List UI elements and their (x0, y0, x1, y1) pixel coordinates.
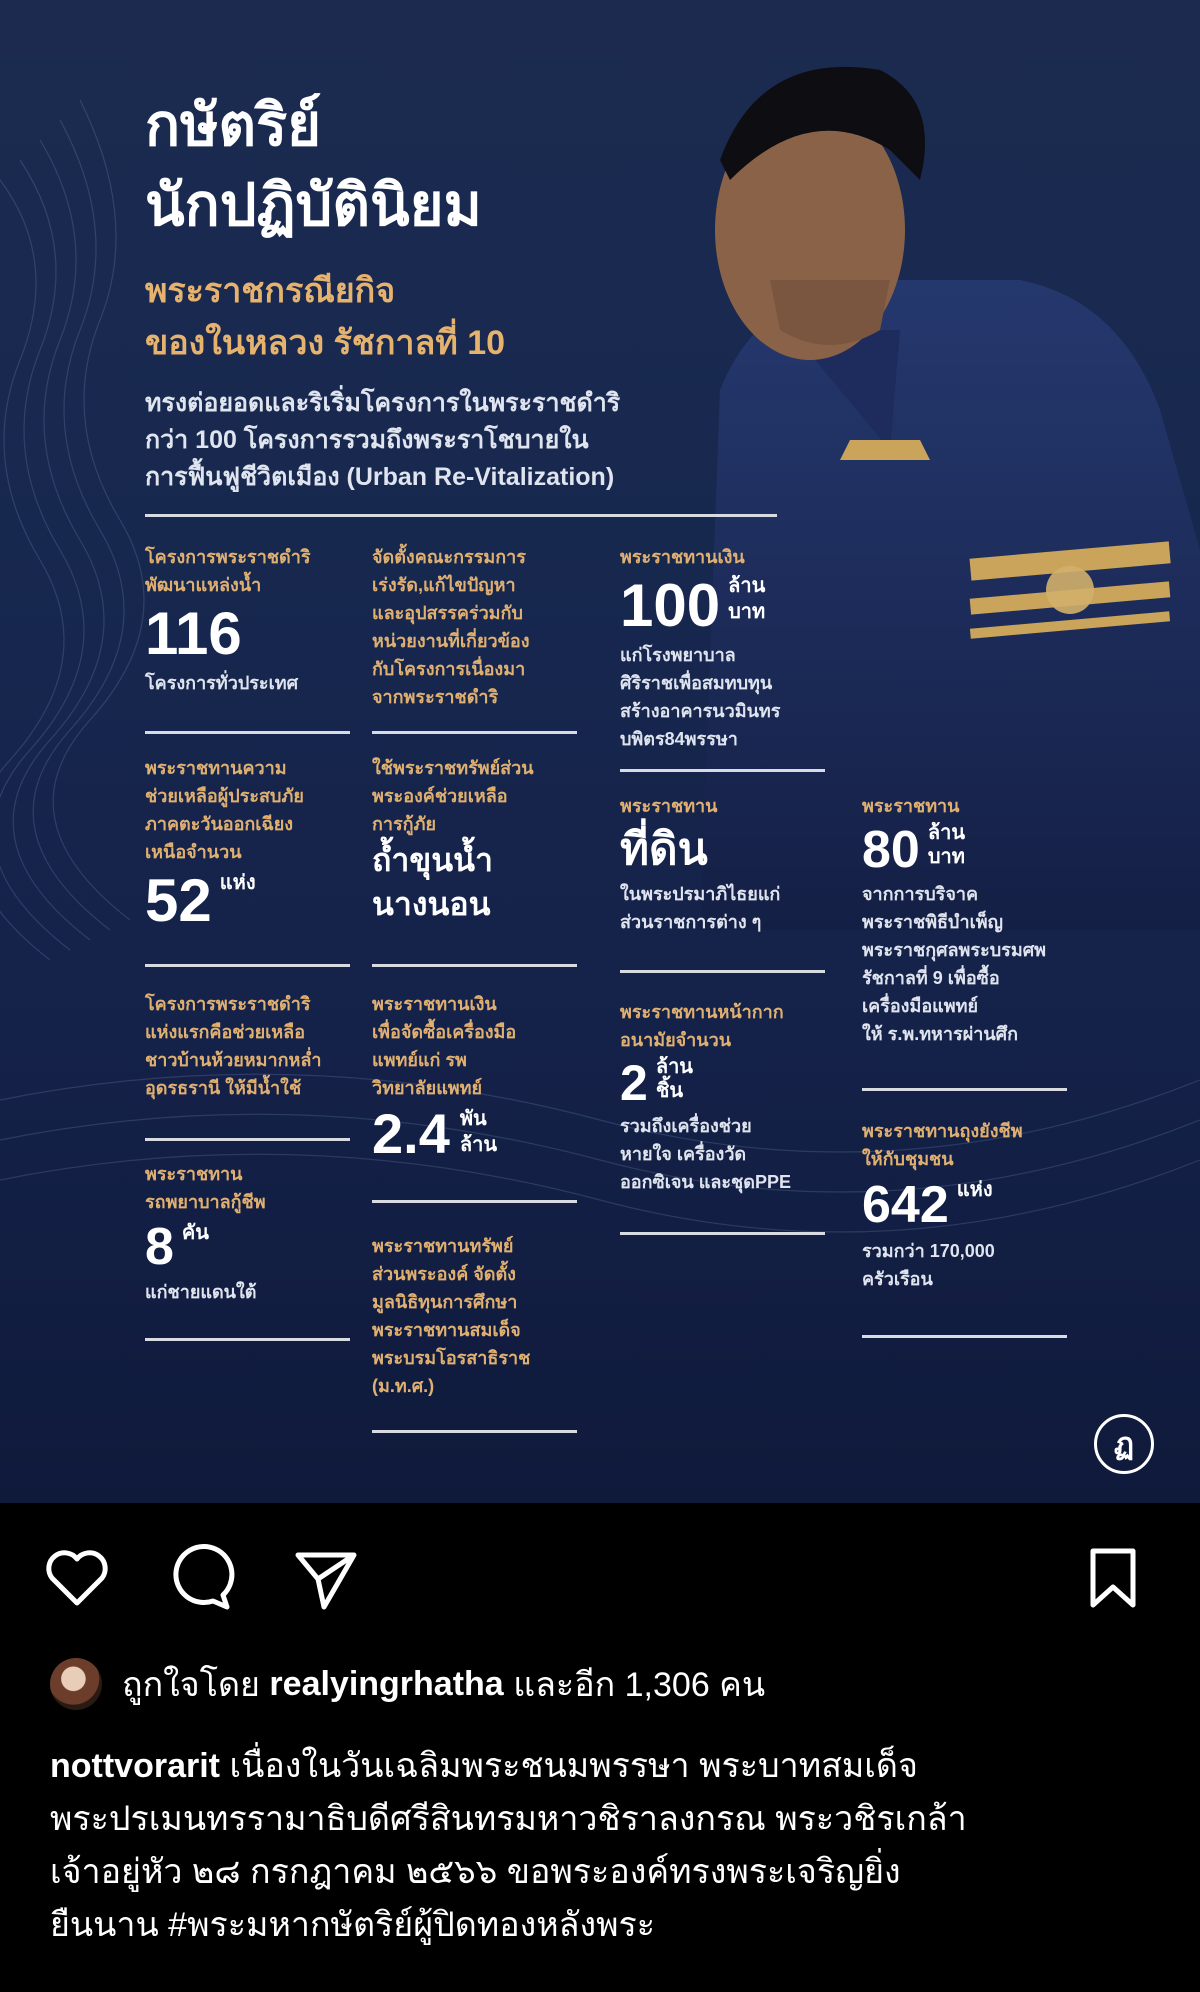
stat-label: พระราชทานเงิน (372, 994, 497, 1014)
stat-label: จากพระราชดำริ (372, 687, 499, 707)
stat-label: พระราชทานเงิน (620, 547, 745, 567)
subtitle-line-2: ของในหลวง รัชกาลที่ 10 (145, 324, 506, 362)
divider (145, 731, 350, 734)
divider (620, 970, 825, 973)
divider (145, 1338, 350, 1341)
stat-label: อุดรธรานี ให้มีน้ำใช้ (145, 1078, 302, 1098)
stat-label: มูลนิธิทุนการศึกษา (372, 1292, 518, 1312)
intro-line-3: การฟื้นฟูชีวิตเมือง (Urban Re-Vitalization) (145, 463, 615, 491)
stat-label: เหนือจำนวน (145, 842, 242, 862)
intro-text (145, 385, 785, 496)
stat-unit: ล้าน (728, 575, 766, 597)
stat-unit: คัน (181, 1222, 209, 1244)
stat-label: พระราชทานหน้ากาก (620, 1002, 784, 1022)
stat-label: พระราชทาน (862, 796, 960, 816)
caption (50, 1740, 1170, 1952)
stat-label: ส่วนพระองค์ จัดตั้ง (372, 1264, 516, 1284)
headline (145, 86, 482, 246)
intro-line-2: กว่า 100 โครงการรวมถึงพระราโชบายใน (145, 426, 589, 454)
stat-value: 116 (145, 600, 242, 667)
stat-text: ที่ดิน (620, 825, 708, 874)
stat-label: พระราชทาน (620, 796, 718, 816)
divider (620, 769, 825, 772)
stat-value: 80 (862, 821, 920, 879)
stat-scholarship-foundation (372, 1232, 587, 1400)
stat-note: แก่โรงพยาบาล (620, 645, 736, 665)
stat-note: ส่วนราชการต่าง ๆ (620, 912, 762, 932)
divider (145, 1138, 350, 1141)
divider (862, 1335, 1067, 1338)
stat-water-projects (145, 543, 355, 697)
stat-value: 8 (145, 1218, 174, 1276)
stat-label: และอุปสรรคร่วมกับ (372, 603, 523, 623)
stat-label: กับโครงการเนื่องมา (372, 659, 526, 679)
stat-note: ออกซิเจน และชุดPPE (620, 1172, 791, 1192)
likes-summary[interactable] (50, 1654, 765, 1714)
stat-unit: บาท (728, 601, 766, 623)
stat-note: โครงการทั่วประเทศ (145, 673, 299, 693)
stat-label: พระราชทานถุงยังชีพ (862, 1121, 1023, 1141)
stat-value: 52 (145, 867, 212, 934)
stat-note: ให้ ร.พ.ทหารผ่านศึก (862, 1024, 1018, 1044)
stat-label: ช่วยเหลือผู้ประสบภัย (145, 786, 304, 806)
stat-disaster-relief (145, 754, 360, 936)
stat-label: ให้กับชุมชน (862, 1149, 954, 1169)
stat-label: อนามัยจำนวน (620, 1030, 732, 1050)
intro-line-1: ทรงต่อยอดและริเริ่มโครงการในพระราชดำริ (145, 389, 621, 417)
stat-label: พระราชทานสมเด็จ (372, 1320, 521, 1340)
divider (145, 514, 777, 517)
caption-text: เจ้าอยู่หัว ๒๘ กรกฎาคม ๒๕๖๖ ขอพระองค์ทรงพระเจริญยิ่ง (50, 1853, 901, 1891)
publisher-logo-glyph: ฏ (1113, 1426, 1135, 1462)
caption-username[interactable]: nottvorarit (50, 1747, 220, 1785)
stat-masks (620, 998, 835, 1196)
stat-value: 642 (862, 1176, 949, 1234)
stat-cave-rescue (372, 754, 587, 926)
stat-siriraj-donation (620, 543, 835, 753)
stat-unit: ล้าน (927, 822, 966, 844)
likes-prefix: ถูกใจโดย (122, 1666, 260, 1704)
stat-label: พระองค์ช่วยเหลือ (372, 786, 508, 806)
stat-value: 2 (620, 1055, 648, 1111)
divider (372, 1430, 577, 1433)
stat-label: ใช้พระราชทรัพย์ส่วน (372, 758, 534, 778)
stat-unit: บาท (927, 846, 965, 868)
stat-label: พัฒนาแหล่งน้ำ (145, 575, 262, 595)
divider (372, 1200, 577, 1203)
stat-note: รวมกว่า 170,000 (862, 1241, 995, 1261)
divider (145, 964, 350, 967)
stat-note: พระราชกุศลพระบรมศพ (862, 940, 1046, 960)
stat-label: พระราชทาน (145, 1164, 243, 1184)
stat-first-project (145, 990, 365, 1102)
stat-unit: แห่ง (956, 1179, 993, 1201)
stat-label: หน่วยงานที่เกี่ยวข้อง (372, 631, 530, 651)
paper-plane-icon[interactable] (290, 1543, 360, 1613)
stat-label: โครงการพระราชดำริ (145, 994, 311, 1014)
stat-committee (372, 543, 587, 711)
stat-value: 100 (620, 572, 721, 639)
stat-label: แพทย์แก่ รพ (372, 1050, 467, 1070)
subtitle (145, 265, 505, 369)
publisher-logo (1094, 1414, 1154, 1474)
caption-text: ยืนนาน #พระมหากษัตริย์ผู้ปิดทองหลังพระ (50, 1906, 656, 1944)
stat-label: พระราชทานทรัพย์ (372, 1236, 514, 1256)
divider (372, 964, 577, 967)
stat-note: แก่ชายแดนใต้ (145, 1282, 257, 1302)
stat-unit: แห่ง (219, 872, 256, 894)
stat-label: พระบรมโอรสาธิราช (372, 1348, 531, 1368)
stat-text: นางนอน (372, 886, 491, 922)
stat-label: แห่งแรกคือช่วยเหลือ (145, 1022, 306, 1042)
caption-text: เนื่องในวันเฉลิมพระชนมพรรษา พระบาทสมเด็จ (229, 1747, 918, 1785)
stat-label: (ม.ท.ศ.) (372, 1376, 435, 1396)
stat-label: โครงการพระราชดำริ (145, 547, 311, 567)
divider (862, 1088, 1067, 1091)
stat-text: ถ้ำขุนน้ำ (372, 842, 493, 878)
comment-icon[interactable] (165, 1543, 235, 1613)
stat-note: หายใจ เครื่องวัด (620, 1144, 747, 1164)
stat-unit: ล้าน (459, 1134, 498, 1156)
subtitle-line-1: พระราชกรณียกิจ (145, 272, 396, 310)
stat-veterans-hospital (862, 792, 1102, 1048)
liker-username[interactable]: realyingrhatha (269, 1664, 504, 1703)
stat-note: ครัวเรือน (862, 1269, 933, 1289)
divider (372, 731, 577, 734)
stat-medical-equipment (372, 990, 592, 1166)
stat-note: รัชกาลที่ 9 เพื่อซื้อ (862, 968, 1000, 988)
heart-icon[interactable] (42, 1543, 112, 1613)
stat-ambulances (145, 1160, 355, 1306)
stat-note: เครื่องมือแพทย์ (862, 996, 979, 1016)
headline-line-1: กษัตริย์ (145, 93, 322, 158)
divider (620, 1232, 825, 1235)
stat-note: บพิตร84พรรษา (620, 729, 738, 749)
stat-unit: ล้าน (655, 1056, 693, 1078)
avatar[interactable] (50, 1658, 102, 1710)
stat-label: เพื่อจัดซื้อเครื่องมือ (372, 1022, 517, 1042)
headline-line-2: นักปฏิบัตินิยม (145, 173, 482, 238)
stat-note: จากการบริจาค (862, 884, 979, 904)
stat-note: สร้างอาคารนวมินทร (620, 701, 781, 721)
post-actions (0, 1503, 1200, 1653)
bookmark-icon[interactable] (1078, 1543, 1148, 1613)
stat-label: พระราชทานความ (145, 758, 287, 778)
stat-label: จัดตั้งคณะกรรมการ (372, 547, 526, 567)
likes-count-text[interactable]: และอีก 1,306 คน (513, 1666, 766, 1704)
stat-note: รวมถึงเครื่องช่วย (620, 1116, 752, 1136)
stat-land (620, 792, 835, 936)
stat-label: การกู้ภัย (372, 814, 436, 834)
stat-note: ในพระปรมาภิไธยแก่ (620, 884, 781, 904)
stat-note: ศิริราชเพื่อสมทบทุน (620, 673, 773, 693)
stat-label: ชาวบ้านห้วยหมากหล่ำ (145, 1050, 322, 1070)
stat-unit: พัน (459, 1108, 487, 1130)
caption-text: พระปรเมนทรรามาธิบดีศรีสินทรมหาวชิราลงกรณ พระวชิรเกล้า (50, 1800, 967, 1838)
stat-value: 2.4 (372, 1102, 450, 1165)
stat-label: เร่งรัด,แก้ไขปัญหา (372, 575, 516, 595)
stat-survival-bags (862, 1117, 1102, 1293)
stat-label: วิทยาลัยแพทย์ (372, 1078, 483, 1098)
stat-unit: ชิ้น (655, 1080, 684, 1102)
stat-label: รถพยาบาลกู้ชีพ (145, 1192, 266, 1212)
stat-label: ภาคตะวันออกเฉียง (145, 814, 294, 834)
stat-note: พระราชพิธีบำเพ็ญ (862, 912, 1003, 932)
